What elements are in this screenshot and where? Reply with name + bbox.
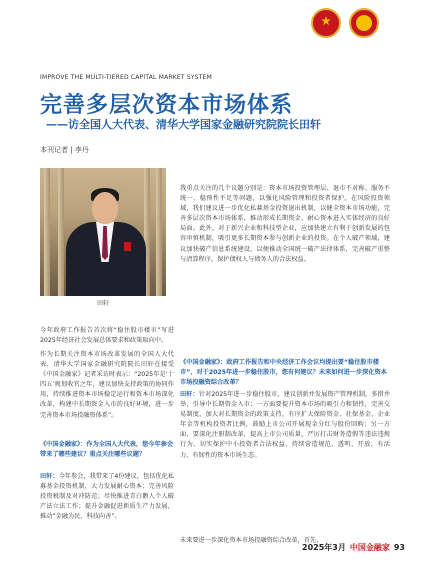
emblems bbox=[311, 8, 379, 38]
party-emblem-icon bbox=[349, 8, 379, 38]
delegate-badge-icon bbox=[124, 242, 131, 251]
left-paragraph-2: 作为长期关注资本市场改革发展的全国人大代表，清华大学国家金融研究院院长田轩在接受《中国金融家》记者采访时表示：“2025年是‘十四五’规划收官之年，建议加快支持政策的协同作用，持续推进资本市场稳定运行和资本市场深化改革，构建中长期资金入市的良好环境，进一步完善资本市场投融资体系”。 bbox=[40, 351, 174, 419]
page-subtitle: ——访全国人大代表、清华大学国家金融研究院院长田轩 bbox=[46, 118, 321, 131]
question-1: 《中国金融家》：作为全国人大代表，您今年参会带来了哪些建议？重点关注哪些议题？ bbox=[40, 441, 174, 459]
answer-2 bbox=[180, 390, 390, 461]
issue-date: 2025年3月 bbox=[302, 543, 346, 552]
national-emblem-icon bbox=[311, 8, 341, 38]
page-title: 完善多层次资本市场体系 bbox=[40, 93, 294, 118]
left-paragraph-1: 今年政府工作报告首次将“稳住股市楼市”写进2025年经济社会发展总体要求和政策取向中。 bbox=[40, 327, 174, 345]
answer-1-label: 田轩： bbox=[40, 473, 59, 480]
page-footer bbox=[302, 542, 405, 553]
photo-caption: 田轩 bbox=[96, 300, 109, 307]
question-2: 《中国金融家》：政府工作报告和中央经济工作会议均提出要“稳住股市楼市”，对于2025年进一步稳住股市，您有何建议？未来如何进一步深化资本市场投融资综合改革？ bbox=[180, 359, 387, 387]
right-paragraph-1: 我重点关注的几个议题分别是：资本市场投资管理层、退市不对称、服务不统一、稳预性不足等问题，以强化风险管理和投资者保护。在风险投资领域，我们建议进一步优化私募基金投资退出机制，以健全资本市场功能，完善多层次资本市场体系，推动形成长期资金、耐心资本进入实体经济的良好局面。此外，对于新兴企业和科技型企业，应加快建立有利于创新发展的包容审慎机制，吸引更多长期资本参与创新企业的投资。在个人破产领域，建议加快破产信息系统建设，以便推动全国统一破产法律体系，完善破产重整与清算程序，保护债权人与债务人的合法权益。 bbox=[180, 185, 390, 263]
page-number: 93 bbox=[393, 543, 405, 552]
answer-1 bbox=[40, 472, 174, 522]
answer-1-text: 今年参会，我带来了4份建议，包括优化私募基金投资机制，大力发展耐心资本；完善风险投资税制及对冲防范；尽快推进青白鹅人个人破产法立法工作；提升金融促进新质生产力发展，推动“金融为民、科技向善”。 bbox=[40, 473, 175, 521]
right-paragraph-3: 未来要进一步深化资本市场投融资综合改革，首先， bbox=[180, 537, 323, 544]
byline: 本刊记者 | 李丹 bbox=[40, 146, 89, 154]
answer-2-label: 田轩： bbox=[180, 391, 199, 398]
magazine-name: 中国金融家 bbox=[349, 543, 390, 552]
kicker: IMPROVE THE MULTI-TIERED CAPITAL MARKET SYSTEM bbox=[40, 74, 212, 81]
answer-2-text: 针对2025年进一步稳住股市，建议创新并发展资产管理机制，多措并举，引导中长期资金入市；一方面要提升资本市场的吸引力和韧性，完善交易制度，加大对长期资金的政策支持，有序扩大保险资金、社保基金、企业年金等机构投资者比例，鼓励上市公司开展现金分红与股份回购；另一方面，要深化注册制改革，提高上市公司质量，严厉打击财务造假等违法违规行为，切实保护中小投资者合法权益，持续营造规范、透明、开放、有活力、有韧性的资本市场生态。 bbox=[180, 391, 391, 459]
portrait-photo bbox=[40, 168, 166, 296]
